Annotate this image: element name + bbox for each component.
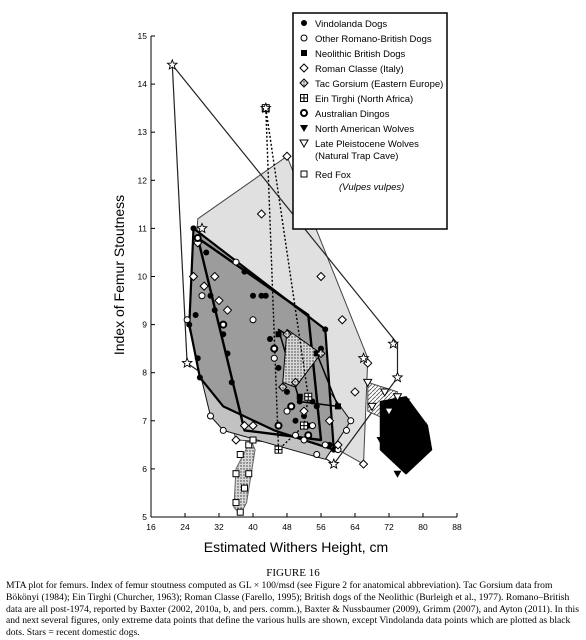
point-filled-square bbox=[335, 403, 341, 409]
point-open-circle bbox=[322, 442, 328, 448]
point-filled-circle bbox=[242, 269, 248, 275]
y-tick-label: 9 bbox=[142, 319, 147, 330]
y-tick-label: 5 bbox=[142, 512, 147, 522]
legend bbox=[293, 13, 447, 229]
legend-marker bbox=[301, 95, 308, 102]
point-filled-circle bbox=[229, 379, 235, 385]
y-tick-label: 7 bbox=[142, 415, 147, 426]
point-filled-triangle-down bbox=[394, 471, 402, 478]
x-tick-label: 72 bbox=[384, 522, 394, 532]
legend-marker bbox=[301, 171, 307, 177]
point-filled-circle bbox=[250, 293, 256, 299]
point-square-cross bbox=[275, 446, 282, 453]
legend-marker bbox=[301, 110, 307, 116]
y-axis-label: Index of Femur Stoutness bbox=[111, 194, 127, 356]
legend-label-line2: (Natural Trap Cave) bbox=[315, 151, 399, 162]
point-square-cross bbox=[301, 422, 308, 429]
point-filled-circle bbox=[267, 336, 273, 342]
point-bold-circle bbox=[271, 346, 277, 352]
y-tick-label: 10 bbox=[137, 271, 147, 282]
point-filled-circle bbox=[191, 225, 197, 231]
legend-label-line2: (Vulpes vulpes) bbox=[339, 182, 405, 193]
point-filled-circle bbox=[314, 403, 320, 409]
point-filled-circle bbox=[225, 350, 231, 356]
point-filled-circle bbox=[203, 249, 209, 255]
legend-marker bbox=[301, 20, 307, 26]
point-filled-circle bbox=[322, 326, 328, 332]
legend-label: Late Pleistocene Wolves bbox=[315, 139, 419, 150]
point-open-circle bbox=[208, 413, 214, 419]
legend-label: Tac Gorsium (Eastern Europe) bbox=[315, 79, 444, 90]
x-tick-label: 48 bbox=[282, 522, 292, 532]
legend-label: Ein Tirghi (North Africa) bbox=[315, 94, 414, 105]
x-tick-label: 88 bbox=[452, 522, 462, 532]
x-tick-label: 32 bbox=[214, 522, 224, 532]
point-filled-square bbox=[297, 394, 303, 400]
point-filled-circle bbox=[193, 312, 199, 318]
point-open-circle bbox=[348, 418, 354, 424]
point-open-square bbox=[250, 437, 256, 443]
point-filled-circle bbox=[284, 389, 290, 395]
x-axis-label: Estimated Withers Height, cm bbox=[203, 539, 389, 555]
x-tick-label: 40 bbox=[248, 522, 258, 532]
point-open-square bbox=[242, 485, 248, 491]
point-filled-circle bbox=[212, 307, 218, 313]
figure-caption: MTA plot for femurs. Index of femur stoutness computed as GL × 100/msd (see Figure 2 for anatomical abbreviation). Tac Gorsium data from Bökönyi (1984); Ein Tirghi (Churcher, 1963); Roman Classe (Farello, 1995); British dogs of the Neolithic (Burleigh et al., 1977). Romano–British data are all post-1974, reported by Baxter (2002, 2010a, b, and pers. comm.), Baxter & Nussbaumer (2009), Grimm (2007), and Ayton (2011). In this and next several figures, only extreme data points that define the various hulls are shown, except Vindolanda data points which are plotted as black dots. Stars = recent domestic dogs. bbox=[6, 580, 579, 639]
point-filled-circle bbox=[263, 293, 269, 299]
x-tick-label: 16 bbox=[146, 522, 156, 532]
legend-label: Neolithic British Dogs bbox=[315, 49, 406, 60]
y-tick-label: 14 bbox=[137, 79, 147, 90]
x-tick-label: 80 bbox=[418, 522, 428, 532]
figure-label: FIGURE 16 bbox=[266, 567, 320, 579]
point-open-circle bbox=[199, 293, 205, 299]
point-open-square bbox=[233, 471, 239, 477]
y-tick-label: 11 bbox=[138, 223, 147, 234]
point-filled-circle bbox=[208, 293, 214, 299]
point-open-circle bbox=[184, 317, 190, 323]
legend-label: Vindolanda Dogs bbox=[315, 19, 388, 30]
point-open-circle bbox=[344, 427, 350, 433]
legend-label: Other Romano-British Dogs bbox=[315, 34, 432, 45]
legend-label: Roman Classe (Italy) bbox=[315, 64, 404, 75]
point-open-circle bbox=[293, 432, 299, 438]
y-tick-label: 13 bbox=[137, 127, 147, 138]
point-bold-circle bbox=[195, 235, 201, 241]
legend-marker bbox=[301, 35, 307, 41]
point-filled-circle bbox=[197, 375, 203, 381]
y-tick-label: 12 bbox=[137, 175, 147, 186]
point-bold-circle bbox=[276, 423, 282, 429]
legend-label: North American Wolves bbox=[315, 124, 415, 135]
point-open-circle bbox=[233, 259, 239, 265]
point-square-cross bbox=[305, 393, 312, 400]
y-tick-label: 8 bbox=[142, 367, 147, 378]
legend-label: Australian Dingos bbox=[315, 109, 390, 120]
point-filled-square bbox=[276, 331, 282, 337]
y-tick-label: 6 bbox=[142, 463, 147, 474]
point-bold-circle bbox=[220, 322, 226, 328]
legend-box bbox=[293, 13, 447, 229]
point-open-circle bbox=[250, 317, 256, 323]
x-tick-label: 56 bbox=[316, 522, 326, 532]
point-open-circle bbox=[310, 423, 316, 429]
legend-marker bbox=[301, 50, 307, 56]
point-open-circle bbox=[314, 451, 320, 457]
x-tick-label: 64 bbox=[350, 522, 360, 532]
point-open-square bbox=[233, 500, 239, 506]
point-open-square bbox=[237, 451, 243, 457]
point-bold-circle bbox=[288, 403, 294, 409]
legend-label: Red Fox bbox=[315, 170, 351, 181]
point-filled-circle bbox=[276, 365, 282, 371]
point-star bbox=[389, 339, 399, 348]
point-open-circle bbox=[220, 427, 226, 433]
point-open-circle bbox=[271, 355, 277, 361]
x-tick-label: 24 bbox=[180, 522, 190, 532]
point-open-square bbox=[246, 471, 252, 477]
point-bold-circle bbox=[305, 432, 311, 438]
point-star bbox=[393, 373, 403, 382]
point-filled-circle bbox=[293, 418, 299, 424]
point-filled-circle bbox=[220, 331, 226, 337]
point-open-square bbox=[237, 509, 243, 515]
y-tick-label: 15 bbox=[137, 31, 147, 41]
point-star bbox=[168, 60, 178, 69]
point-filled-circle bbox=[195, 355, 201, 361]
